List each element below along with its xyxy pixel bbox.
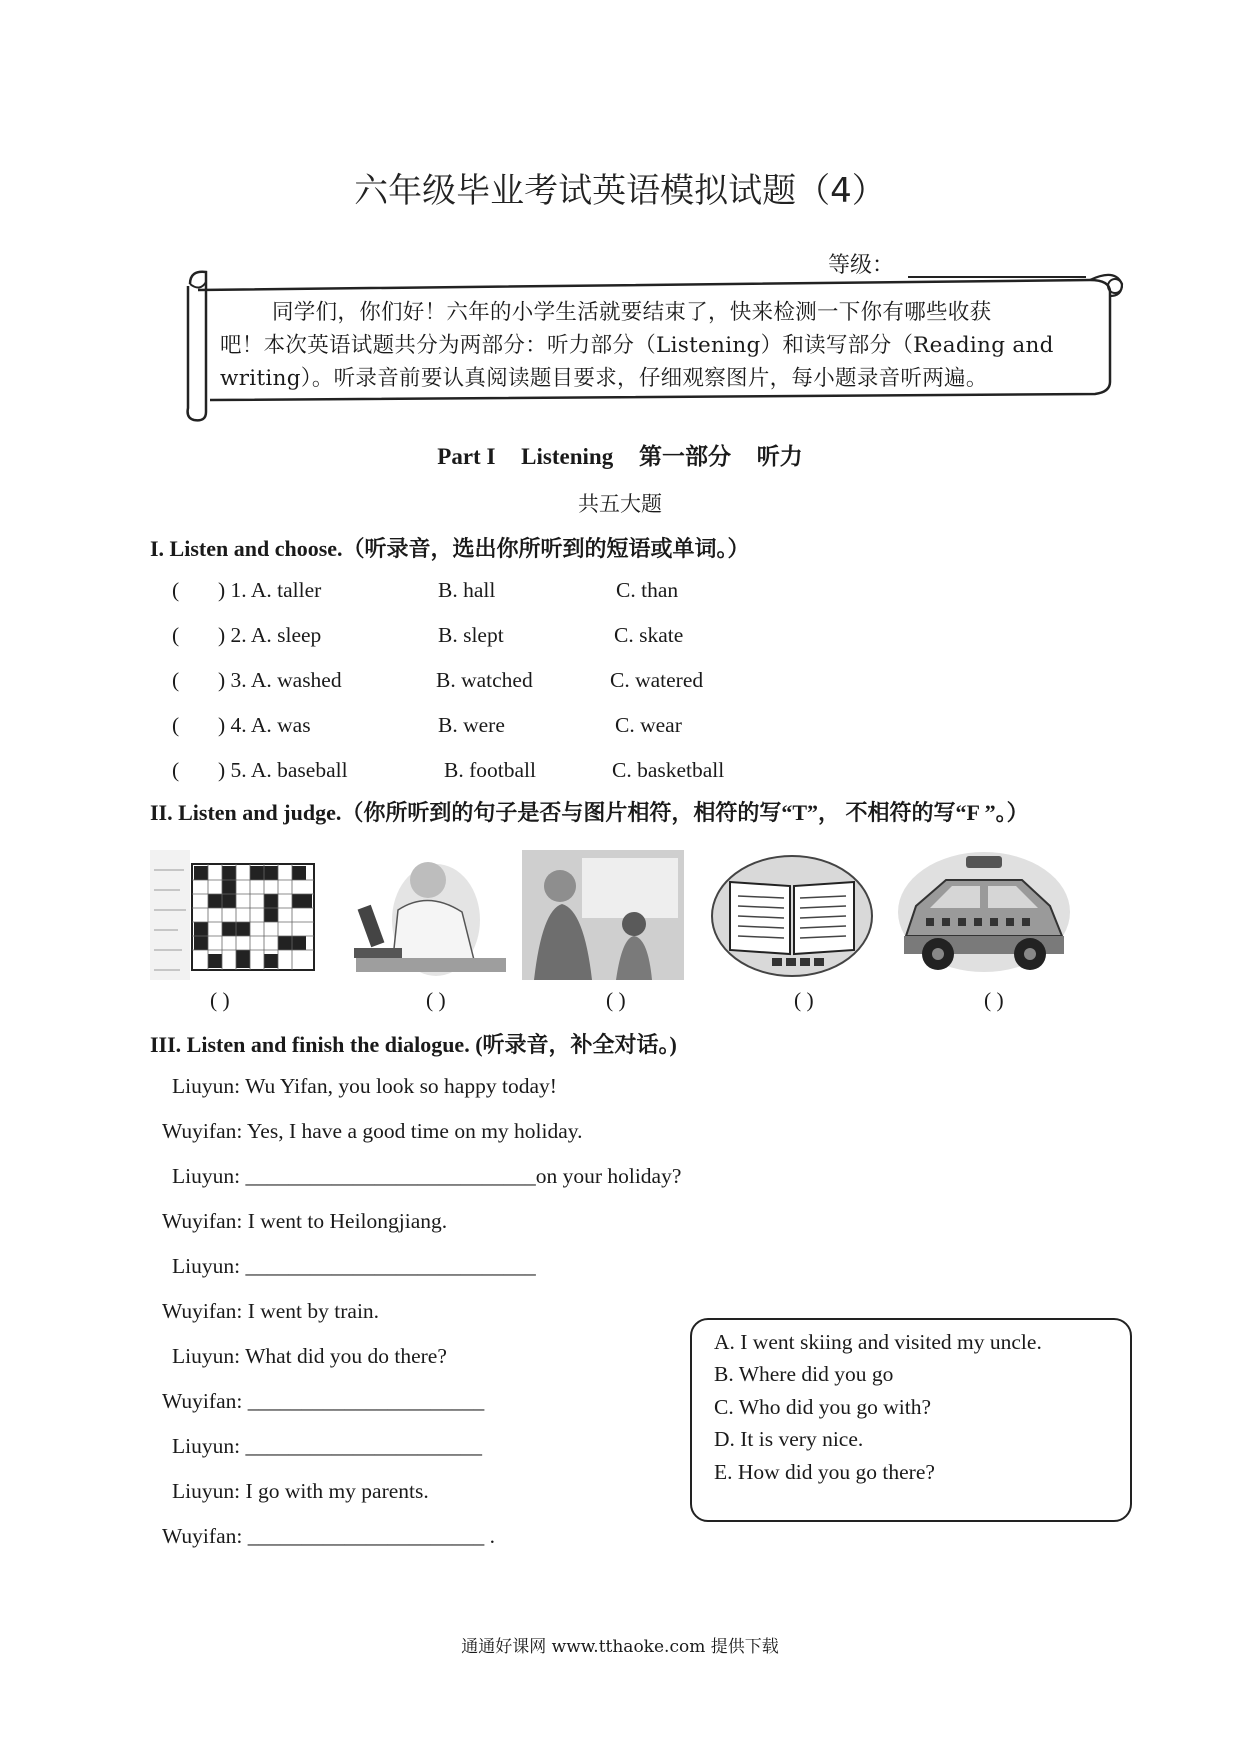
judge-blank-1[interactable]: ( ) bbox=[210, 988, 230, 1012]
answer-paren[interactable]: ( bbox=[172, 623, 180, 647]
judge-blank-3[interactable]: ( ) bbox=[606, 988, 626, 1012]
dialogue-line: Wuyifan: Yes, I have a good time on my holiday. bbox=[162, 1119, 583, 1143]
dialogue-blank-line[interactable]: Wuyifan: ______________________ bbox=[162, 1389, 485, 1413]
option-b: B. watched bbox=[436, 668, 533, 692]
dialogue-blank-line[interactable]: Liuyun: ___________________________ bbox=[172, 1254, 536, 1278]
grade-label: 等级： bbox=[828, 253, 895, 278]
judge-blank-2[interactable]: ( ) bbox=[426, 988, 446, 1012]
option-a: ) 4. A. was bbox=[218, 713, 311, 737]
section-1-heading: I. Listen and choose.（听录音，选出你所听到的短语或单词。） bbox=[150, 536, 750, 561]
part-english: Listening bbox=[521, 444, 614, 469]
dialogue-blank-line[interactable]: Liuyun: ___________________________on your holiday? bbox=[172, 1164, 682, 1188]
option-a: ) 1. A. taller bbox=[218, 578, 322, 602]
scientist-microscope-icon bbox=[336, 850, 508, 980]
option-c: C. watered bbox=[610, 668, 704, 692]
page-title: 六年级毕业考试英语模拟试题（4） bbox=[354, 171, 886, 211]
part-number: Part I bbox=[437, 444, 496, 469]
judge-blank-5[interactable]: ( ) bbox=[984, 988, 1004, 1012]
option-b: B. football bbox=[444, 758, 536, 782]
mother-and-child-icon bbox=[522, 850, 684, 980]
intro-line-1: 同学们，你们好！六年的小学生活就要结束了，快来检测一下你有哪些收获 bbox=[272, 300, 992, 325]
option-a: ) 5. A. baseball bbox=[218, 758, 348, 782]
part-subheading: 共五大题 bbox=[578, 492, 662, 516]
section-2-heading: II. Listen and judge.（你所听到的句子是否与图片相符，相符的写“T”， 不相符的写“F ”。） bbox=[150, 800, 1029, 825]
part-chinese: 第一部分 bbox=[638, 444, 731, 469]
part-heading bbox=[0, 438, 1240, 471]
option-b: B. slept bbox=[438, 623, 504, 647]
option-c: C. basketball bbox=[612, 758, 725, 782]
intro-line-2: 吧！本次英语试题共分为两部分：听力部分（Listening）和读写部分（Reading and bbox=[220, 333, 1054, 358]
open-book-icon bbox=[708, 850, 876, 980]
option-item: C. Who did you go with? bbox=[714, 1395, 931, 1419]
footer-credit: 通通好课网 www.tthaoke.com 提供下载 bbox=[461, 1637, 779, 1657]
dialogue-blank-line[interactable]: Wuyifan: ______________________ . bbox=[162, 1524, 495, 1548]
part-chinese-sub: 听力 bbox=[756, 444, 803, 469]
dialogue-line: Wuyifan: I went to Heilongjiang. bbox=[162, 1209, 448, 1233]
option-b: B. hall bbox=[438, 578, 496, 602]
dialogue-line: Wuyifan: I went by train. bbox=[162, 1299, 380, 1323]
option-c: C. than bbox=[616, 578, 679, 602]
dialogue-blank-line[interactable]: Liuyun: ______________________ bbox=[172, 1434, 482, 1458]
answer-paren[interactable]: ( bbox=[172, 713, 180, 737]
option-item: A. I went skiing and visited my uncle. bbox=[714, 1330, 1042, 1354]
answer-paren[interactable]: ( bbox=[172, 758, 180, 782]
taxi-icon bbox=[896, 850, 1072, 980]
dialogue-line: Liuyun: Wu Yifan, you look so happy today! bbox=[172, 1074, 557, 1098]
dialogue-line: Liuyun: What did you do there? bbox=[172, 1344, 447, 1368]
crossword-puzzle-icon bbox=[150, 850, 318, 980]
answer-paren[interactable]: ( bbox=[172, 668, 180, 692]
option-a: ) 3. A. washed bbox=[218, 668, 342, 692]
option-c: C. skate bbox=[614, 623, 684, 647]
option-a: ) 2. A. sleep bbox=[218, 623, 322, 647]
option-item: B. Where did you go bbox=[714, 1362, 894, 1386]
dialogue-line: Liuyun: I go with my parents. bbox=[172, 1479, 429, 1503]
section-3-heading: III. Listen and finish the dialogue. (听录音，补全对话。) bbox=[150, 1032, 677, 1057]
answer-paren[interactable]: ( bbox=[172, 578, 180, 602]
option-b: B. were bbox=[438, 713, 505, 737]
intro-line-3: writing）。听录音前要认真阅读题目要求，仔细观察图片，每小题录音听两遍。 bbox=[220, 366, 988, 391]
option-item: D. It is very nice. bbox=[714, 1427, 864, 1451]
option-c: C. wear bbox=[615, 713, 682, 737]
judge-blank-4[interactable]: ( ) bbox=[794, 988, 814, 1012]
option-item: E. How did you go there? bbox=[714, 1460, 935, 1484]
